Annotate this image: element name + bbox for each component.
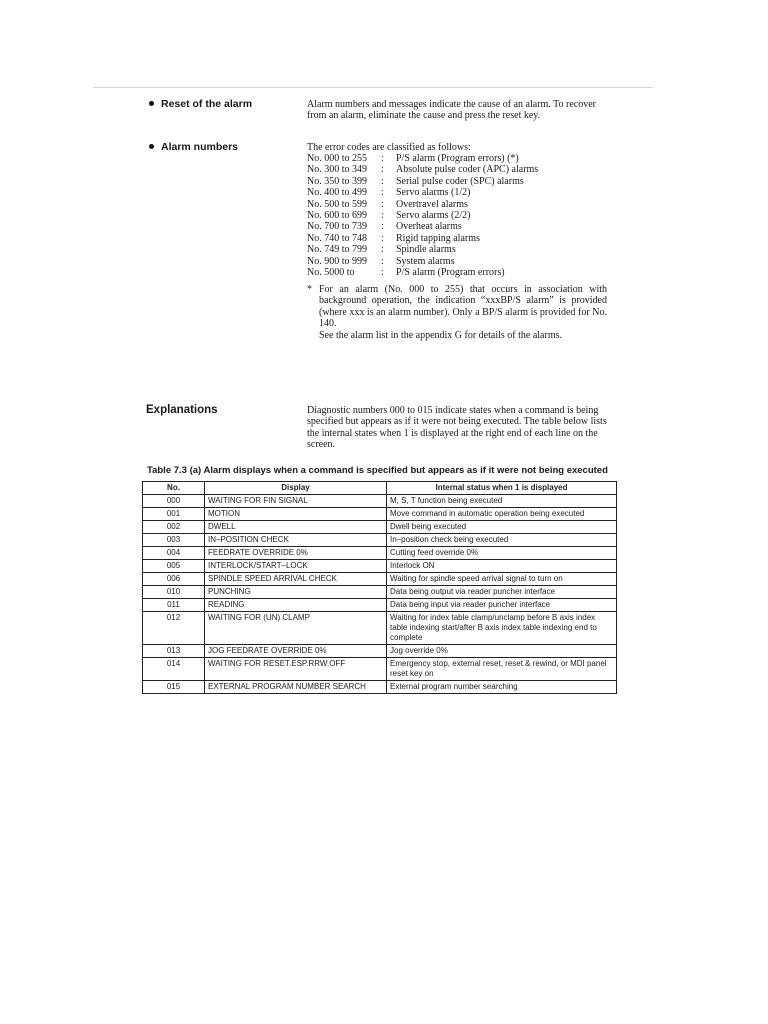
table-row	[143, 495, 617, 508]
table-header-row	[143, 482, 617, 495]
cell-display: EXTERNAL PROGRAM NUMBER SEARCH	[205, 681, 387, 694]
cell-status: Data being output via reader puncher interface	[387, 586, 617, 599]
alarm-code-row	[307, 244, 456, 255]
alarm-code-desc: System alarms	[396, 255, 455, 267]
top-divider	[93, 87, 653, 88]
cell-display: DWELL	[205, 521, 387, 534]
cell-no: 013	[143, 645, 205, 658]
cell-no: 001	[143, 508, 205, 521]
cell-no: 012	[143, 612, 205, 645]
alarm-code-row	[307, 187, 470, 198]
cell-display: PUNCHING	[205, 586, 387, 599]
alarm-code-desc: Servo alarms (2/2)	[396, 210, 471, 221]
alarm-code-desc: Spindle alarms	[396, 244, 456, 256]
reset-text: Alarm numbers and messages indicate the cause of an alarm. To recover from an alarm, eliminate the cause and press the reset key.	[307, 99, 597, 122]
cell-no: 011	[143, 599, 205, 612]
alarm-code-colon: :	[381, 210, 384, 221]
alarm-code-row	[307, 267, 505, 278]
cell-status: Move command in automatic operation being executed	[387, 508, 617, 521]
explanations-heading: Explanations	[146, 404, 218, 416]
alarm-code-range: No. 500 to 599	[307, 198, 367, 210]
alarm-code-colon: :	[381, 198, 384, 210]
cell-status: Waiting for spindle speed arrival signal to turn on	[387, 573, 617, 586]
table-row	[143, 521, 617, 534]
cell-no: 014	[143, 658, 205, 681]
alarm-code-colon: :	[381, 221, 384, 233]
cell-no: 002	[143, 521, 205, 534]
table-row	[143, 681, 617, 694]
table-row	[143, 534, 617, 547]
cell-status: Data being input via reader puncher interface	[387, 599, 617, 612]
alarm-numbers-heading-label: Alarm numbers	[161, 141, 239, 153]
alarm-code-desc: Servo alarms (1/2)	[396, 187, 471, 199]
cell-no: 010	[143, 586, 205, 599]
cell-display: FEEDRATE OVERRIDE 0%	[205, 547, 387, 560]
bullet-icon	[149, 144, 154, 149]
alarm-code-desc: Overheat alarms	[396, 221, 462, 233]
alarm-code-desc: P/S alarm (Program errors)	[396, 267, 505, 278]
cell-no: 005	[143, 560, 205, 573]
table-row	[143, 573, 617, 586]
alarm-code-row	[307, 233, 480, 244]
cell-status: Cutting feed override 0%	[387, 547, 617, 560]
cell-display: JOG FEEDRATE OVERRIDE 0%	[205, 645, 387, 658]
alarm-code-desc: P/S alarm (Program errors) (*)	[396, 153, 519, 164]
reset-heading	[149, 98, 252, 110]
alarm-code-range: No. 740 to 748	[307, 232, 367, 244]
diagnostic-table	[142, 481, 617, 694]
cell-display: INTERLOCK/START–LOCK	[205, 560, 387, 573]
table-row	[143, 599, 617, 612]
cell-no: 006	[143, 573, 205, 586]
alarm-code-range: No. 000 to 255	[307, 153, 367, 164]
alarm-code-range: No. 600 to 699	[307, 210, 367, 221]
alarm-numbers-intro: The error codes are classified as follows:	[307, 142, 471, 153]
cell-no: 000	[143, 495, 205, 508]
alarm-code-desc: Overtravel alarms	[396, 198, 468, 210]
alarm-code-colon: :	[381, 244, 384, 256]
cell-no: 015	[143, 681, 205, 694]
col-header-display: Display	[205, 482, 387, 495]
explanations-text: Diagnostic numbers 000 to 015 indicate states when a command is being specified but appears as if it were not being executed. The table below lists the internal states when 1 is displayed at the right end of each line on the screen.	[307, 405, 607, 451]
cell-display: READING	[205, 599, 387, 612]
table-row	[143, 612, 617, 645]
cell-display: WAITING FOR RESET.ESP.RRW.OFF	[205, 658, 387, 681]
alarm-code-range: No. 900 to 999	[307, 255, 367, 267]
cell-status: Emergency stop, external reset, reset & rewind, or MDI panel reset key on	[387, 658, 617, 681]
cell-display: MOTION	[205, 508, 387, 521]
alarm-code-row	[307, 256, 455, 267]
alarm-code-row	[307, 199, 468, 210]
alarm-code-row	[307, 153, 519, 164]
table-row	[143, 658, 617, 681]
cell-display: WAITING FOR FIN SIGNAL	[205, 495, 387, 508]
alarm-code-range: No. 749 to 799	[307, 244, 367, 256]
note-marker: *	[307, 284, 312, 295]
cell-status: Waiting for index table clamp/unclamp before B axis index table indexing start/after B axis index table indexing end to complete	[387, 612, 617, 645]
table-row	[143, 560, 617, 573]
alarm-code-colon: :	[381, 175, 384, 187]
cell-status: M, S, T function being executed	[387, 495, 617, 508]
cell-status: Dwell being executed	[387, 521, 617, 534]
bullet-icon	[149, 101, 154, 106]
note-see-text: See the alarm list in the appendix G for details of the alarms.	[319, 329, 562, 341]
table-caption: Table 7.3 (a) Alarm displays when a command is specified but appears as if it were not being executed	[147, 465, 608, 476]
note-text: For an alarm (No. 000 to 255) that occurs in association with background operation, the indication “xxxBP/S alarm” is provided (where xxx is an alarm number). Only a BP/S alarm is provided for No. 140.	[319, 284, 607, 330]
alarm-code-range: No. 700 to 739	[307, 221, 367, 233]
alarm-code-range: No. 300 to 349	[307, 164, 367, 176]
alarm-code-row	[307, 176, 524, 187]
alarm-numbers-heading	[149, 141, 238, 153]
alarm-code-colon: :	[381, 267, 384, 278]
col-header-no: No.	[143, 482, 205, 495]
col-header-status: Internal status when 1 is displayed	[387, 482, 617, 495]
cell-display: SPINDLE SPEED ARRIVAL CHECK	[205, 573, 387, 586]
cell-display: WAITING FOR (UN) CLAMP	[205, 612, 387, 645]
cell-display: IN–POSITION CHECK	[205, 534, 387, 547]
alarm-code-colon: :	[381, 164, 384, 176]
alarm-code-row	[307, 221, 462, 232]
cell-status: Interlock ON	[387, 560, 617, 573]
table-row	[143, 547, 617, 560]
alarm-code-desc: Absolute pulse coder (APC) alarms	[396, 164, 539, 176]
alarm-code-row	[307, 210, 470, 221]
alarm-code-colon: :	[381, 187, 384, 199]
alarm-code-range: No. 350 to 399	[307, 175, 367, 187]
cell-no: 004	[143, 547, 205, 560]
alarm-code-colon: :	[381, 232, 384, 244]
cell-status: External program number searching	[387, 681, 617, 694]
cell-status: In–position check being executed	[387, 534, 617, 547]
alarm-code-range: No. 400 to 499	[307, 187, 367, 199]
alarm-code-range: No. 5000 to	[307, 267, 355, 278]
table-row	[143, 586, 617, 599]
alarm-code-desc: Rigid tapping alarms	[396, 232, 480, 244]
cell-no: 003	[143, 534, 205, 547]
cell-status: Jog override 0%	[387, 645, 617, 658]
alarm-code-desc: Serial pulse coder (SPC) alarms	[396, 175, 524, 187]
alarm-code-row	[307, 164, 538, 175]
table-row	[143, 508, 617, 521]
reset-heading-label: Reset of the alarm	[161, 98, 253, 110]
alarm-code-colon: :	[381, 153, 384, 164]
table-row	[143, 645, 617, 658]
alarm-code-colon: :	[381, 255, 384, 267]
alarm-note	[307, 284, 607, 341]
